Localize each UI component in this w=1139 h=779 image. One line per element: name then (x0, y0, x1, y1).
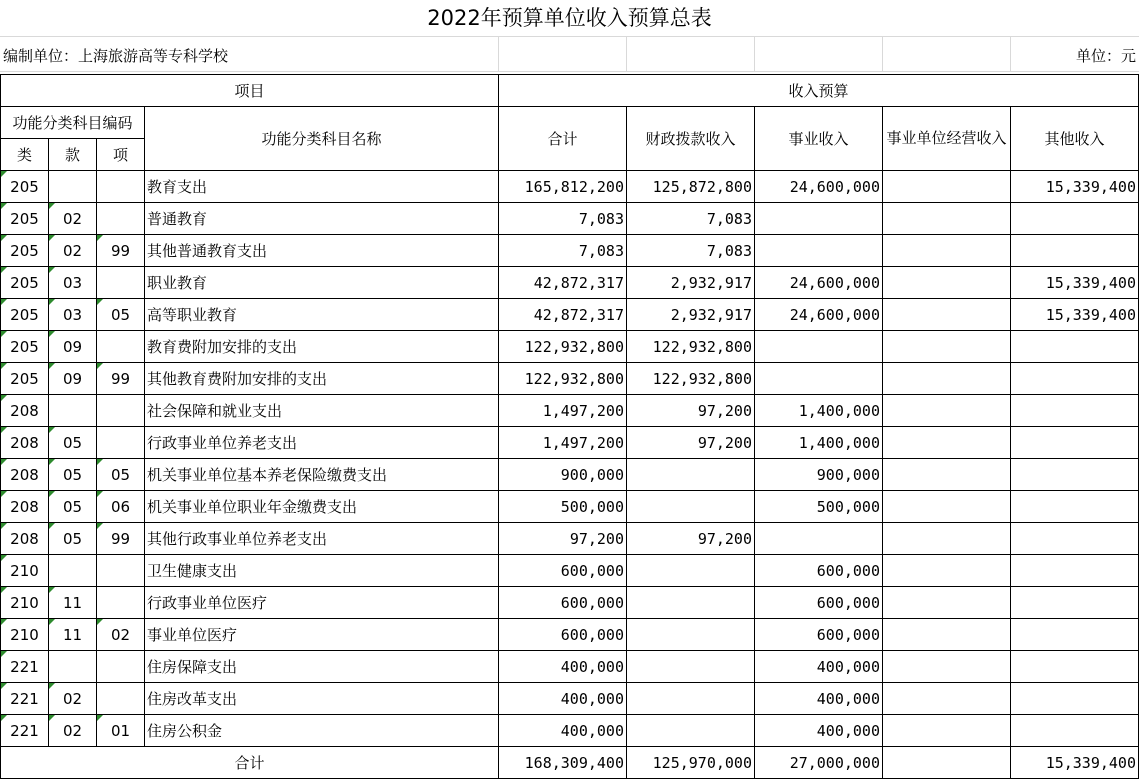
cell-operating (883, 395, 1011, 427)
table-row (1, 683, 1139, 715)
cell-fiscal (627, 619, 755, 651)
gridline (1010, 36, 1011, 72)
cell-business: 400,000 (755, 683, 883, 715)
cell-business: 24,600,000 (755, 299, 883, 331)
table-row (1, 395, 1139, 427)
cell-lei: 205 (1, 203, 49, 235)
cell-kuan: 05 (49, 523, 97, 555)
cell-lei: 208 (1, 395, 49, 427)
cell-kuan (49, 651, 97, 683)
cell-xiang: 99 (97, 235, 145, 267)
cell-name: 住房公积金 (145, 715, 499, 747)
cell-name: 住房改革支出 (145, 683, 499, 715)
cell-xiang (97, 395, 145, 427)
cell-kuan: 11 (49, 619, 97, 651)
cell-name: 事业单位医疗 (145, 619, 499, 651)
cell-total: 42,872,317 (499, 299, 627, 331)
header-other: 其他收入 (1011, 107, 1139, 171)
footer-operating (883, 747, 1011, 779)
cell-business: 24,600,000 (755, 171, 883, 203)
footer-other: 15,339,400 (1011, 747, 1139, 779)
cell-other (1011, 459, 1139, 491)
table-row (1, 331, 1139, 363)
table-row (1, 555, 1139, 587)
cell-business: 1,400,000 (755, 427, 883, 459)
cell-lei: 205 (1, 171, 49, 203)
cell-name: 其他普通教育支出 (145, 235, 499, 267)
cell-fiscal: 97,200 (627, 427, 755, 459)
cell-lei: 205 (1, 299, 49, 331)
cell-kuan: 02 (49, 715, 97, 747)
cell-fiscal: 122,932,800 (627, 363, 755, 395)
cell-fiscal: 7,083 (627, 235, 755, 267)
cell-kuan: 03 (49, 299, 97, 331)
cell-operating (883, 427, 1011, 459)
footer-business: 27,000,000 (755, 747, 883, 779)
cell-total: 1,497,200 (499, 395, 627, 427)
cell-operating (883, 267, 1011, 299)
cell-lei: 210 (1, 587, 49, 619)
cell-xiang: 99 (97, 363, 145, 395)
unit-label: 单位：元 (1075, 47, 1136, 65)
gridline (0, 71, 1139, 72)
gridline (626, 36, 627, 72)
table-row (1, 651, 1139, 683)
cell-name: 住房保障支出 (145, 651, 499, 683)
cell-xiang (97, 555, 145, 587)
cell-fiscal (627, 555, 755, 587)
cell-business: 400,000 (755, 715, 883, 747)
cell-lei: 208 (1, 427, 49, 459)
cell-business: 400,000 (755, 651, 883, 683)
cell-total: 600,000 (499, 587, 627, 619)
cell-xiang: 05 (97, 459, 145, 491)
cell-operating (883, 715, 1011, 747)
cell-kuan: 05 (49, 459, 97, 491)
cell-operating (883, 171, 1011, 203)
cell-xiang: 06 (97, 491, 145, 523)
cell-lei: 208 (1, 491, 49, 523)
cell-name: 高等职业教育 (145, 299, 499, 331)
cell-xiang (97, 171, 145, 203)
cell-other: 15,339,400 (1011, 267, 1139, 299)
cell-total: 600,000 (499, 619, 627, 651)
cell-other (1011, 331, 1139, 363)
table-row (1, 587, 1139, 619)
org-label: 编制单位：上海旅游高等专科学校 (3, 47, 229, 65)
cell-operating (883, 299, 1011, 331)
header-fiscal: 财政拨款收入 (627, 107, 755, 171)
sheet-title: 2022年预算单位收入预算总表 (427, 6, 712, 30)
cell-operating (883, 331, 1011, 363)
cell-other: 15,339,400 (1011, 299, 1139, 331)
cell-fiscal: 2,932,917 (627, 267, 755, 299)
cell-operating (883, 363, 1011, 395)
cell-xiang (97, 203, 145, 235)
table-row (1, 427, 1139, 459)
cell-fiscal (627, 587, 755, 619)
cell-operating (883, 235, 1011, 267)
cell-name: 卫生健康支出 (145, 555, 499, 587)
cell-xiang (97, 683, 145, 715)
cell-name: 职业教育 (145, 267, 499, 299)
cell-business (755, 235, 883, 267)
cell-kuan (49, 555, 97, 587)
info-bar (0, 36, 1139, 72)
cell-kuan: 05 (49, 491, 97, 523)
cell-business: 500,000 (755, 491, 883, 523)
header-operating: 事业单位经营收入 (883, 107, 1011, 171)
cell-fiscal (627, 651, 755, 683)
header-business: 事业收入 (755, 107, 883, 171)
gridline (754, 36, 755, 72)
table-row (1, 235, 1139, 267)
cell-business (755, 523, 883, 555)
cell-xiang: 99 (97, 523, 145, 555)
cell-fiscal (627, 683, 755, 715)
cell-kuan: 02 (49, 203, 97, 235)
cell-other (1011, 715, 1139, 747)
cell-total: 122,932,800 (499, 331, 627, 363)
cell-fiscal (627, 715, 755, 747)
cell-business: 600,000 (755, 619, 883, 651)
cell-other (1011, 555, 1139, 587)
cell-kuan: 11 (49, 587, 97, 619)
cell-kuan: 03 (49, 267, 97, 299)
table-row (1, 459, 1139, 491)
table-row (1, 171, 1139, 203)
cell-lei: 205 (1, 363, 49, 395)
cell-total: 400,000 (499, 683, 627, 715)
cell-lei: 208 (1, 459, 49, 491)
cell-business: 600,000 (755, 555, 883, 587)
cell-kuan: 02 (49, 235, 97, 267)
header-kuan: 款 (49, 139, 97, 171)
cell-business (755, 331, 883, 363)
cell-total: 165,812,200 (499, 171, 627, 203)
table-row (1, 267, 1139, 299)
table-row (1, 619, 1139, 651)
header-lei: 类 (1, 139, 49, 171)
footer-label: 合计 (1, 747, 499, 779)
cell-other (1011, 587, 1139, 619)
cell-lei: 205 (1, 267, 49, 299)
cell-xiang (97, 651, 145, 683)
cell-total: 500,000 (499, 491, 627, 523)
cell-operating (883, 683, 1011, 715)
gridline (882, 36, 883, 72)
cell-lei: 210 (1, 555, 49, 587)
cell-other (1011, 491, 1139, 523)
gridline (498, 36, 499, 72)
cell-kuan: 09 (49, 363, 97, 395)
cell-total: 42,872,317 (499, 267, 627, 299)
cell-total: 400,000 (499, 715, 627, 747)
cell-name: 教育费附加安排的支出 (145, 331, 499, 363)
cell-operating (883, 651, 1011, 683)
cell-business: 1,400,000 (755, 395, 883, 427)
cell-other (1011, 523, 1139, 555)
header-income-budget: 收入预算 (499, 75, 1139, 107)
cell-other (1011, 427, 1139, 459)
cell-operating (883, 459, 1011, 491)
cell-xiang (97, 267, 145, 299)
cell-name: 教育支出 (145, 171, 499, 203)
cell-name: 机关事业单位基本养老保险缴费支出 (145, 459, 499, 491)
cell-fiscal: 2,932,917 (627, 299, 755, 331)
gridline (0, 36, 1139, 37)
cell-total: 600,000 (499, 555, 627, 587)
cell-xiang: 01 (97, 715, 145, 747)
header-total: 合计 (499, 107, 627, 171)
cell-xiang (97, 587, 145, 619)
cell-kuan (49, 171, 97, 203)
footer-fiscal: 125,970,000 (627, 747, 755, 779)
cell-lei: 205 (1, 235, 49, 267)
cell-xiang: 02 (97, 619, 145, 651)
cell-xiang (97, 427, 145, 459)
cell-name: 社会保障和就业支出 (145, 395, 499, 427)
cell-total: 7,083 (499, 235, 627, 267)
cell-other (1011, 651, 1139, 683)
cell-xiang (97, 331, 145, 363)
table-row (1, 715, 1139, 747)
cell-fiscal: 122,932,800 (627, 331, 755, 363)
header-xiang: 项 (97, 139, 145, 171)
cell-name: 行政事业单位医疗 (145, 587, 499, 619)
cell-kuan: 05 (49, 427, 97, 459)
cell-other (1011, 203, 1139, 235)
header-project: 项目 (1, 75, 499, 107)
cell-kuan: 02 (49, 683, 97, 715)
cell-name: 机关事业单位职业年金缴费支出 (145, 491, 499, 523)
cell-total: 97,200 (499, 523, 627, 555)
cell-lei: 208 (1, 523, 49, 555)
cell-operating (883, 587, 1011, 619)
cell-other (1011, 683, 1139, 715)
cell-other (1011, 395, 1139, 427)
header-name: 功能分类科目名称 (145, 107, 499, 171)
cell-lei: 205 (1, 331, 49, 363)
cell-fiscal (627, 459, 755, 491)
cell-total: 1,497,200 (499, 427, 627, 459)
footer-total: 168,309,400 (499, 747, 627, 779)
table-row (1, 203, 1139, 235)
cell-lei: 210 (1, 619, 49, 651)
cell-operating (883, 523, 1011, 555)
cell-other (1011, 235, 1139, 267)
cell-fiscal: 7,083 (627, 203, 755, 235)
table-row (1, 491, 1139, 523)
cell-kuan: 09 (49, 331, 97, 363)
cell-fiscal: 97,200 (627, 523, 755, 555)
cell-other (1011, 619, 1139, 651)
cell-other (1011, 363, 1139, 395)
cell-fiscal: 125,872,800 (627, 171, 755, 203)
cell-lei: 221 (1, 715, 49, 747)
cell-total: 900,000 (499, 459, 627, 491)
cell-lei: 221 (1, 683, 49, 715)
cell-operating (883, 491, 1011, 523)
cell-total: 122,932,800 (499, 363, 627, 395)
cell-fiscal (627, 491, 755, 523)
cell-fiscal: 97,200 (627, 395, 755, 427)
cell-business: 900,000 (755, 459, 883, 491)
cell-name: 普通教育 (145, 203, 499, 235)
cell-lei: 221 (1, 651, 49, 683)
cell-business: 600,000 (755, 587, 883, 619)
budget-table (0, 74, 1139, 779)
cell-operating (883, 203, 1011, 235)
cell-total: 7,083 (499, 203, 627, 235)
cell-name: 行政事业单位养老支出 (145, 427, 499, 459)
table-row (1, 363, 1139, 395)
cell-kuan (49, 395, 97, 427)
cell-xiang: 05 (97, 299, 145, 331)
table-row (1, 299, 1139, 331)
table-row (1, 523, 1139, 555)
header-code-group: 功能分类科目编码 (1, 107, 145, 139)
cell-operating (883, 555, 1011, 587)
cell-business: 24,600,000 (755, 267, 883, 299)
cell-other: 15,339,400 (1011, 171, 1139, 203)
cell-operating (883, 619, 1011, 651)
cell-name: 其他行政事业单位养老支出 (145, 523, 499, 555)
cell-total: 400,000 (499, 651, 627, 683)
cell-business (755, 203, 883, 235)
cell-name: 其他教育费附加安排的支出 (145, 363, 499, 395)
cell-business (755, 363, 883, 395)
